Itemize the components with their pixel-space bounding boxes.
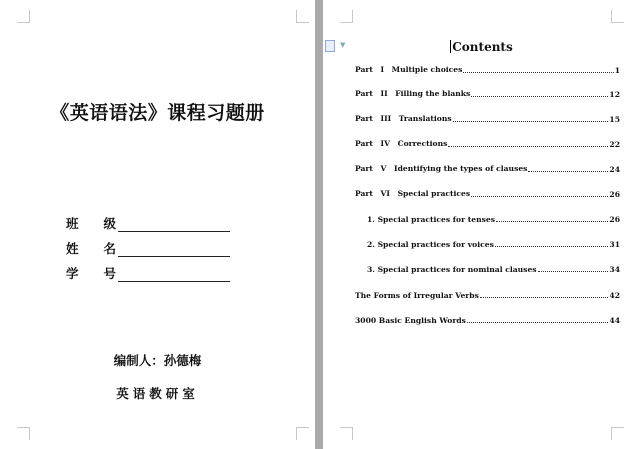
toc-page-number: 42 bbox=[609, 291, 620, 300]
toc-entry-text: Part V Identifying the types of clauses bbox=[355, 164, 528, 173]
toc-leader bbox=[467, 321, 608, 323]
field-label-char: 级 bbox=[103, 216, 116, 231]
toc-leader bbox=[528, 170, 608, 172]
toc-leader bbox=[453, 120, 609, 122]
toc-leader bbox=[538, 270, 609, 272]
toc-entry-text: Part II Filling the blanks bbox=[355, 89, 471, 98]
toc-leader bbox=[448, 145, 608, 147]
toc-entry[interactable] bbox=[355, 87, 620, 99]
crop-mark bbox=[17, 427, 30, 440]
toc-entry[interactable] bbox=[355, 162, 620, 174]
field-label-char: 学 bbox=[66, 266, 79, 281]
crop-mark bbox=[611, 10, 624, 23]
contents-heading[interactable] bbox=[323, 40, 640, 54]
toc-leader bbox=[471, 95, 608, 97]
crop-mark bbox=[296, 10, 309, 23]
toc-leader bbox=[496, 220, 608, 222]
name-field bbox=[66, 239, 230, 257]
compiler-line: 编制人：孙德梅 bbox=[113, 353, 202, 368]
contents-page bbox=[323, 0, 640, 449]
crop-mark bbox=[340, 10, 353, 23]
field-label bbox=[66, 264, 116, 282]
toc-page-number: 34 bbox=[609, 265, 620, 274]
toc-entry[interactable] bbox=[355, 187, 620, 199]
toc-entry-text: Part III Translations bbox=[355, 114, 452, 123]
crop-mark bbox=[611, 427, 624, 440]
document-icon[interactable] bbox=[325, 40, 335, 52]
toc-subentry[interactable] bbox=[367, 237, 620, 249]
name-input-line[interactable] bbox=[118, 243, 230, 257]
chevron-down-icon[interactable]: ▼ bbox=[340, 41, 346, 49]
toc-entry-text: Part IV Corrections bbox=[355, 139, 448, 148]
toc-entry-text: The Forms of Irregular Verbs bbox=[355, 291, 479, 300]
toc-page-number: 44 bbox=[609, 316, 620, 325]
toc-entry-text: Part VI Special practices bbox=[355, 189, 471, 198]
field-label-char: 名 bbox=[103, 241, 116, 256]
toc-entry-text: 3. Special practices for nominal clauses bbox=[367, 265, 537, 274]
crop-mark bbox=[17, 10, 30, 23]
toc-entry-text: 3000 Basic English Words bbox=[355, 316, 466, 325]
cover-page bbox=[0, 0, 315, 449]
toc-entry-text: Part I Multiple choices bbox=[355, 65, 463, 74]
field-label-char: 号 bbox=[103, 266, 116, 281]
student-id-input-line[interactable] bbox=[118, 268, 230, 282]
toc-page-number: 15 bbox=[609, 115, 620, 124]
department-name: 英语教研室 bbox=[116, 386, 199, 401]
crop-mark bbox=[340, 427, 353, 440]
toc-page-number: 22 bbox=[609, 140, 620, 149]
field-label bbox=[66, 239, 116, 257]
toc-page-number: 12 bbox=[609, 90, 620, 99]
toc-leader bbox=[463, 71, 613, 73]
toc-page-number: 24 bbox=[609, 165, 620, 174]
toc-entry-text: 1. Special practices for tenses bbox=[367, 215, 495, 224]
field-label-char: 姓 bbox=[66, 241, 79, 256]
crop-mark bbox=[296, 427, 309, 440]
toc-leader bbox=[480, 296, 609, 298]
toc-page-number: 26 bbox=[609, 215, 620, 224]
toc-page-number: 26 bbox=[609, 190, 620, 199]
cover-title: 《英语语法》课程习题册 bbox=[50, 102, 265, 124]
contents-title: Contents bbox=[452, 40, 513, 54]
toc-subentry[interactable] bbox=[367, 212, 620, 224]
toc-entry[interactable] bbox=[355, 313, 620, 325]
toc-leader bbox=[495, 245, 609, 247]
field-label-char: 班 bbox=[66, 216, 79, 231]
class-input-line[interactable] bbox=[118, 218, 230, 232]
student-id-field bbox=[66, 264, 230, 282]
toc-entry[interactable] bbox=[355, 112, 620, 124]
toc-leader bbox=[471, 195, 608, 197]
toc-entry[interactable] bbox=[355, 288, 620, 300]
class-field bbox=[66, 214, 230, 232]
toc-subentry[interactable] bbox=[367, 262, 620, 274]
toc-page-number: 1 bbox=[614, 66, 620, 75]
field-label bbox=[66, 214, 116, 232]
toc-entry[interactable] bbox=[355, 137, 620, 149]
toc-entry-text: 2. Special practices for voices bbox=[367, 240, 494, 249]
toc-page-number: 31 bbox=[609, 240, 620, 249]
toc-entry[interactable] bbox=[355, 63, 620, 75]
